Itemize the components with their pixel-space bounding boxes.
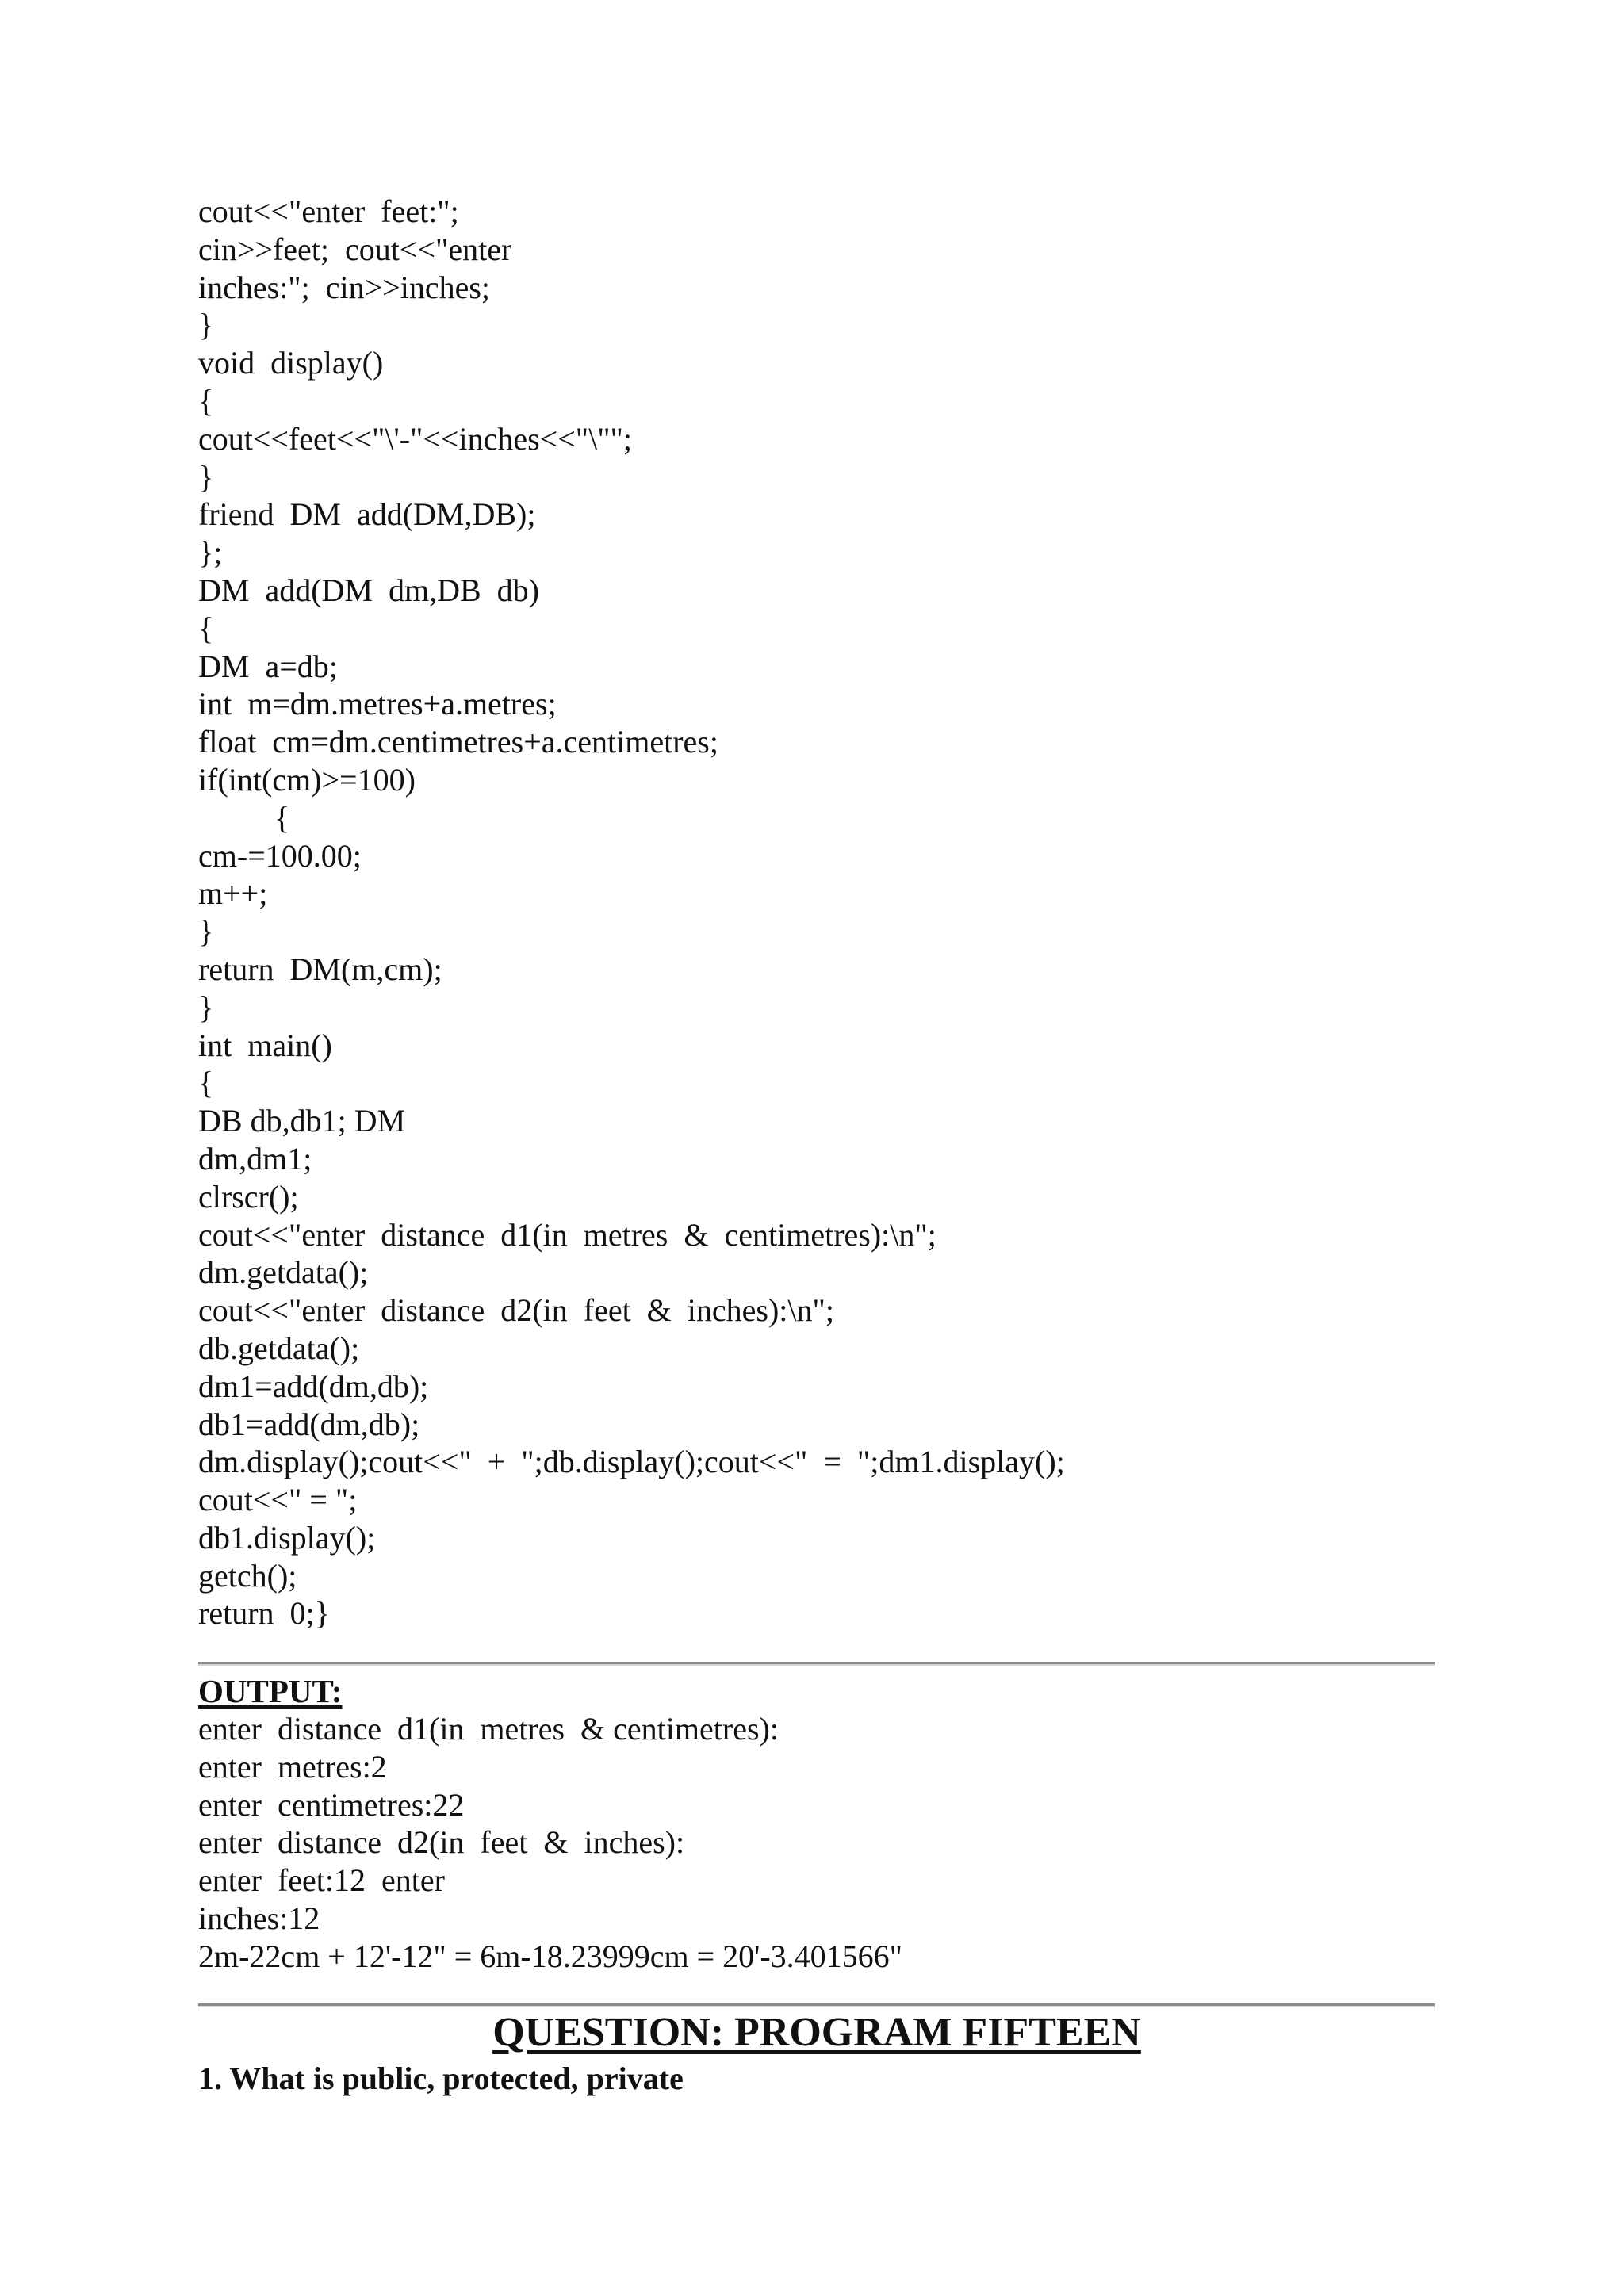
code-line: DB db,db1; DM — [198, 1103, 406, 1139]
code-listing — [198, 193, 1435, 1632]
output-section — [198, 1672, 1435, 1976]
code-line: m++; — [198, 875, 268, 912]
code-line: friend DM add(DM,DB); — [198, 496, 536, 533]
code-line: { — [198, 382, 214, 419]
output-line: enter feet:12 enter — [198, 1862, 445, 1899]
code-line: } — [198, 307, 214, 343]
code-line: dm1=add(dm,db); — [198, 1368, 429, 1404]
code-line: { — [198, 610, 214, 646]
code-line: } — [198, 989, 214, 1025]
code-line: cout<<"enter distance d2(in feet & inches):\n"; — [198, 1292, 834, 1329]
code-line: int main() — [198, 1027, 332, 1063]
code-line: dm.display();cout<<" + ";db.display();cout<<" = ";dm1.display(); — [198, 1444, 1065, 1480]
code-line: { — [274, 799, 290, 836]
question-title: QUESTION: PROGRAM FIFTEEN — [492, 2010, 1141, 2055]
code-line: cin>>feet; cout<<"enter — [198, 231, 512, 267]
code-line: cout<<"enter distance d1(in metres & centimetres):\n"; — [198, 1216, 936, 1253]
code-line: return DM(m,cm); — [198, 951, 442, 987]
code-line: } — [198, 458, 214, 495]
code-line: cm-=100.00; — [198, 837, 362, 874]
code-line: inches:"; cin>>inches; — [198, 269, 491, 305]
output-line: enter centimetres:22 — [198, 1786, 465, 1823]
code-line: int m=dm.metres+a.metres; — [198, 686, 557, 722]
code-line: DM a=db; — [198, 648, 338, 684]
code-line: cout<<" = "; — [198, 1482, 358, 1518]
code-line: cout<<feet<<"\'-"<<inches<<"\""; — [198, 420, 632, 457]
code-line: getch(); — [198, 1557, 297, 1594]
code-line: dm,dm1; — [198, 1140, 312, 1177]
code-line: DM add(DM dm,DB db) — [198, 572, 539, 608]
code-line: return 0;} — [198, 1595, 330, 1632]
code-line: float cm=dm.centimetres+a.centimetres; — [198, 724, 718, 760]
code-line: if(int(cm)>=100) — [198, 761, 416, 798]
output-line: enter distance d1(in metres & centimetres): — [198, 1711, 779, 1747]
code-line: db1.display(); — [198, 1519, 376, 1556]
code-line: db1=add(dm,db); — [198, 1406, 420, 1442]
output-line: enter distance d2(in feet & inches): — [198, 1824, 685, 1861]
code-line: void display() — [198, 345, 384, 381]
output-heading: OUTPUT: — [198, 1673, 343, 1709]
code-line: clrscr(); — [198, 1178, 299, 1215]
output-line: 2m-22cm + 12'-12" = 6m-18.23999cm = 20'-3.401566" — [198, 1938, 902, 1974]
output-line: enter metres:2 — [198, 1748, 387, 1785]
code-line: { — [198, 1065, 214, 1101]
code-line: }; — [198, 534, 223, 571]
code-line: db.getdata(); — [198, 1330, 360, 1366]
code-line: cout<<"enter feet:"; — [198, 193, 459, 229]
code-line: dm.getdata(); — [198, 1254, 369, 1291]
question-item: 1. What is public, protected, private — [198, 2061, 684, 2096]
code-line: } — [198, 913, 214, 950]
section-divider — [198, 1662, 1435, 1666]
output-line: inches:12 — [198, 1900, 320, 1936]
